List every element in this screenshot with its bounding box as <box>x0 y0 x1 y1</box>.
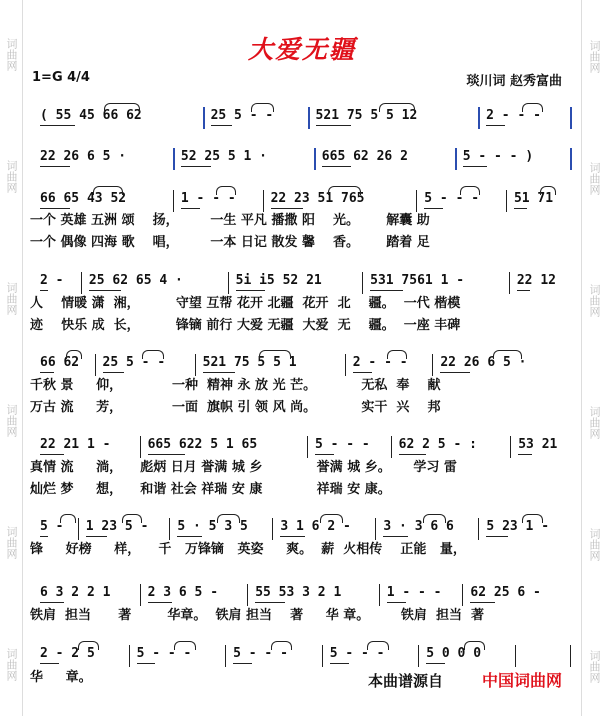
beam-underline <box>424 208 443 209</box>
slur-mark <box>122 514 142 523</box>
beam-underline <box>40 602 64 603</box>
barline <box>314 148 316 170</box>
watermark-text: 词曲网 <box>588 162 601 195</box>
watermark-text: 词曲网 <box>588 406 601 439</box>
beam-underline <box>40 454 64 455</box>
barline <box>169 518 170 540</box>
beam-underline <box>40 290 48 291</box>
beam-underline <box>40 536 48 537</box>
slur-mark <box>464 641 485 650</box>
beam-underline <box>40 125 75 126</box>
barline <box>510 436 511 458</box>
slur-mark <box>217 514 240 523</box>
lyric-line: 锋 好榜 样， 千 万锋镝 英姿 爽。 薪 火相传 正能 量， <box>30 542 466 557</box>
measure-notes: 2 - - - <box>352 355 408 370</box>
measure-notes: 62 2 5 - : <box>398 437 477 452</box>
beam-underline <box>470 602 494 603</box>
slur-mark <box>78 641 99 650</box>
measure-notes: 665 622 5 1 65 <box>147 437 258 452</box>
barline <box>173 148 175 170</box>
beam-underline <box>40 372 54 373</box>
beam-underline <box>148 454 186 455</box>
watermark-text: 词曲网 <box>588 528 601 561</box>
measure-notes: 5 23 1 - <box>486 519 550 534</box>
measure-notes: 5 - - - ) <box>462 149 534 164</box>
barline <box>195 354 196 376</box>
beam-underline <box>148 602 172 603</box>
beam-underline <box>40 166 70 167</box>
watermark-text: 词曲网 <box>5 282 18 315</box>
barline <box>379 584 380 606</box>
barline <box>203 107 205 129</box>
barline <box>418 645 419 667</box>
measure-notes: 521 75 5 5 12 <box>315 108 418 123</box>
beam-underline <box>353 372 372 373</box>
slur-mark <box>460 186 480 195</box>
song-title: 大爱无疆 <box>247 35 356 64</box>
measure-notes: 52 25 5 1 · <box>180 149 267 164</box>
lyric-line: 千秋 景 仰， 一种 精神 永 放 光 芒。 无私 奉 献 <box>30 378 441 393</box>
beam-underline <box>486 536 508 537</box>
beam-underline <box>40 208 70 209</box>
beam-underline <box>177 536 201 537</box>
barline <box>478 107 480 129</box>
barline <box>509 272 510 294</box>
watermark-text: 词曲网 <box>5 404 18 437</box>
measure-notes: 5 - - - <box>136 646 192 661</box>
slur-mark <box>216 186 236 195</box>
barline <box>272 518 273 540</box>
beam-underline <box>315 454 334 455</box>
notation-row <box>0 354 604 374</box>
beam-underline <box>316 125 351 126</box>
slur-mark <box>367 641 388 650</box>
measure-notes: 22 26 6 5 · <box>40 149 127 164</box>
measure-notes: 6 3 2 2 1 <box>40 585 111 600</box>
beam-underline <box>383 536 407 537</box>
measure-notes: 5 - - - <box>233 646 288 661</box>
beam-underline <box>387 602 406 603</box>
barline <box>391 436 392 458</box>
barline <box>432 354 433 376</box>
beam-underline <box>518 454 532 455</box>
barline <box>228 272 229 294</box>
slur-mark <box>142 350 164 359</box>
beam-underline <box>211 125 233 126</box>
barline <box>129 645 130 667</box>
barline <box>307 436 308 458</box>
beam-underline <box>137 663 156 664</box>
barline <box>322 645 323 667</box>
beam-underline <box>463 166 487 167</box>
barline <box>308 107 310 129</box>
beam-underline <box>181 208 200 209</box>
barline <box>78 518 79 540</box>
slur-mark <box>271 641 292 650</box>
measure-notes: 2 - <box>40 273 64 288</box>
slur-mark <box>174 641 195 650</box>
watermark-text: 词曲网 <box>5 160 18 193</box>
key-time-signature: 1=G 4/4 <box>32 70 90 85</box>
beam-underline <box>330 663 349 664</box>
measure-notes: 53 21 <box>518 437 558 452</box>
beam-underline <box>440 372 470 373</box>
beam-underline <box>103 372 125 373</box>
measure-notes: 62 25 6 - <box>470 585 541 600</box>
measure-notes: 5 - - - <box>424 191 480 206</box>
barline <box>462 584 463 606</box>
measure-notes: ( 55 45 66 62 <box>40 108 142 123</box>
beam-underline <box>280 536 304 537</box>
beam-underline <box>203 372 235 373</box>
beam-underline <box>517 290 531 291</box>
measure-notes: 5 - <box>40 519 64 534</box>
barline <box>247 584 248 606</box>
measure-notes: 5 · 5 3 5 <box>177 519 248 534</box>
barline <box>140 436 141 458</box>
barline <box>95 354 96 376</box>
lyric-line: 铁肩 担当 著 华章。 铁肩 担当 著 华 章。 铁肩 担当 著 <box>30 608 485 623</box>
slur-mark <box>104 103 140 112</box>
barline <box>345 354 346 376</box>
barline <box>81 272 82 294</box>
beam-underline <box>86 536 108 537</box>
slur-mark <box>387 350 407 359</box>
lyric-line: 万古 流 芳， 一面 旗帜 引 领 风 尚。 实干 兴 邦 <box>30 400 441 415</box>
slur-mark <box>522 514 542 523</box>
slur-mark <box>60 514 76 523</box>
notation-row <box>0 148 604 168</box>
slur-mark <box>522 103 542 112</box>
beam-underline <box>426 663 445 664</box>
site-name: 中国词曲网 <box>482 671 563 690</box>
beam-underline <box>370 290 402 291</box>
barline <box>570 107 572 129</box>
lyric-line: 一个 英雄 五洲 颂 扬， 一生 平凡 播撒 阳 光。 解囊 助 <box>30 213 430 228</box>
beam-underline <box>40 663 59 664</box>
measure-notes: 5 - - - <box>329 646 385 661</box>
beam-underline <box>89 290 121 291</box>
watermark-text: 词曲网 <box>588 40 601 73</box>
slur-mark <box>66 350 82 359</box>
measure-notes: 2 - 2 5 <box>40 646 95 661</box>
notation-row <box>0 190 604 210</box>
measure-notes: 25 5 - - <box>210 108 274 123</box>
lyric-line: 华 章。 <box>30 670 92 685</box>
slur-mark <box>328 186 361 195</box>
barline <box>140 584 141 606</box>
lyric-line: 迹 快乐 成 长， 锋镝 前行 大爱 无疆 大爱 无 疆。 一座 丰碑 <box>30 318 461 333</box>
measure-notes: 66 65 43 52 <box>40 191 127 206</box>
measure-notes: 5 - - - <box>314 437 370 452</box>
beam-underline <box>271 208 303 209</box>
measure-notes: 1 - - - <box>180 191 236 206</box>
measure-notes: 51 71 <box>513 191 554 206</box>
slur-mark <box>540 186 556 195</box>
beam-underline <box>322 166 352 167</box>
measure-notes: 25 62 65 4 · <box>88 273 183 288</box>
beam-underline <box>255 602 285 603</box>
lyric-line: 人 情暖 潇 湘， 守望 互帮 花开 北疆 花开 北 疆。 一代 楷模 <box>30 296 461 311</box>
measure-notes: 1 23 5 - <box>85 519 149 534</box>
beam-underline <box>514 208 528 209</box>
measure-notes: 5i i5 52 21 <box>235 273 322 288</box>
barline <box>375 518 376 540</box>
measure-notes: 5 0 0 0 <box>426 646 482 661</box>
measure-notes: 25 5 - - <box>102 355 166 370</box>
watermark-text: 词曲网 <box>588 284 601 317</box>
beam-underline <box>181 166 211 167</box>
barline <box>570 645 571 667</box>
barline <box>173 190 174 212</box>
lyric-line: 真情 流 淌， 彪炳 日月 誉满 城 乡 誉满 城 乡。 学习 雷 <box>30 460 457 475</box>
notation-row <box>0 645 604 665</box>
measure-notes: 665 62 26 2 <box>321 149 408 164</box>
barline <box>225 645 226 667</box>
notation-row <box>0 272 604 292</box>
measure-notes: 531 7561 1 - <box>370 273 465 288</box>
slur-mark <box>423 514 446 523</box>
barline <box>455 148 457 170</box>
notation-row <box>0 518 604 538</box>
measure-notes: 22 21 1 - <box>40 437 111 452</box>
watermark-text: 词曲网 <box>5 38 18 71</box>
slur-mark <box>320 514 343 523</box>
watermark-text: 词曲网 <box>588 650 601 683</box>
measure-notes: 2 3 6 5 - <box>147 585 219 600</box>
measure-notes: 66 62 <box>40 355 80 370</box>
slur-mark <box>379 103 415 112</box>
notation-row <box>0 584 604 604</box>
measure-notes: 2 - - - <box>486 108 541 123</box>
source-label: 本曲谱源自 <box>368 672 444 690</box>
measure-notes: 22 23 51 765 <box>270 191 365 206</box>
credits: 琰川词 赵秀富曲 <box>466 74 562 89</box>
barline <box>416 190 417 212</box>
beam-underline <box>233 663 252 664</box>
watermark-text: 词曲网 <box>5 526 18 559</box>
notation-row <box>0 436 604 456</box>
notation-row <box>0 107 604 127</box>
measure-notes: 3 1 6 2 - <box>280 519 351 534</box>
barline <box>570 148 572 170</box>
measure-notes: 22 26 6 5 · <box>440 355 527 370</box>
slur-mark <box>251 103 274 112</box>
barline <box>506 190 507 212</box>
measure-notes: 22 12 <box>516 273 556 288</box>
beam-underline <box>486 125 505 126</box>
measure-notes: 55 53 3 2 1 <box>255 585 342 600</box>
barline <box>478 518 479 540</box>
beam-underline <box>399 454 426 455</box>
lyric-line: 灿烂 梦 想， 和谐 社会 祥瑞 安 康 祥瑞 安 康。 <box>30 482 391 497</box>
beam-underline <box>236 290 266 291</box>
barline <box>515 645 516 667</box>
barline <box>362 272 363 294</box>
lyric-line: 一个 偶像 四海 歌 唱， 一本 日记 散发 馨 香。 踏着 足 <box>30 235 430 250</box>
slur-mark <box>259 350 291 359</box>
slur-mark <box>93 186 123 195</box>
measure-notes: 3 · 3 6 6 <box>383 519 454 534</box>
watermark-text: 词曲网 <box>5 648 18 681</box>
slur-mark <box>493 350 523 359</box>
measure-notes: 521 75 5 5 1 <box>202 355 297 370</box>
barline <box>263 190 264 212</box>
measure-notes: 1 - - - <box>386 585 442 600</box>
